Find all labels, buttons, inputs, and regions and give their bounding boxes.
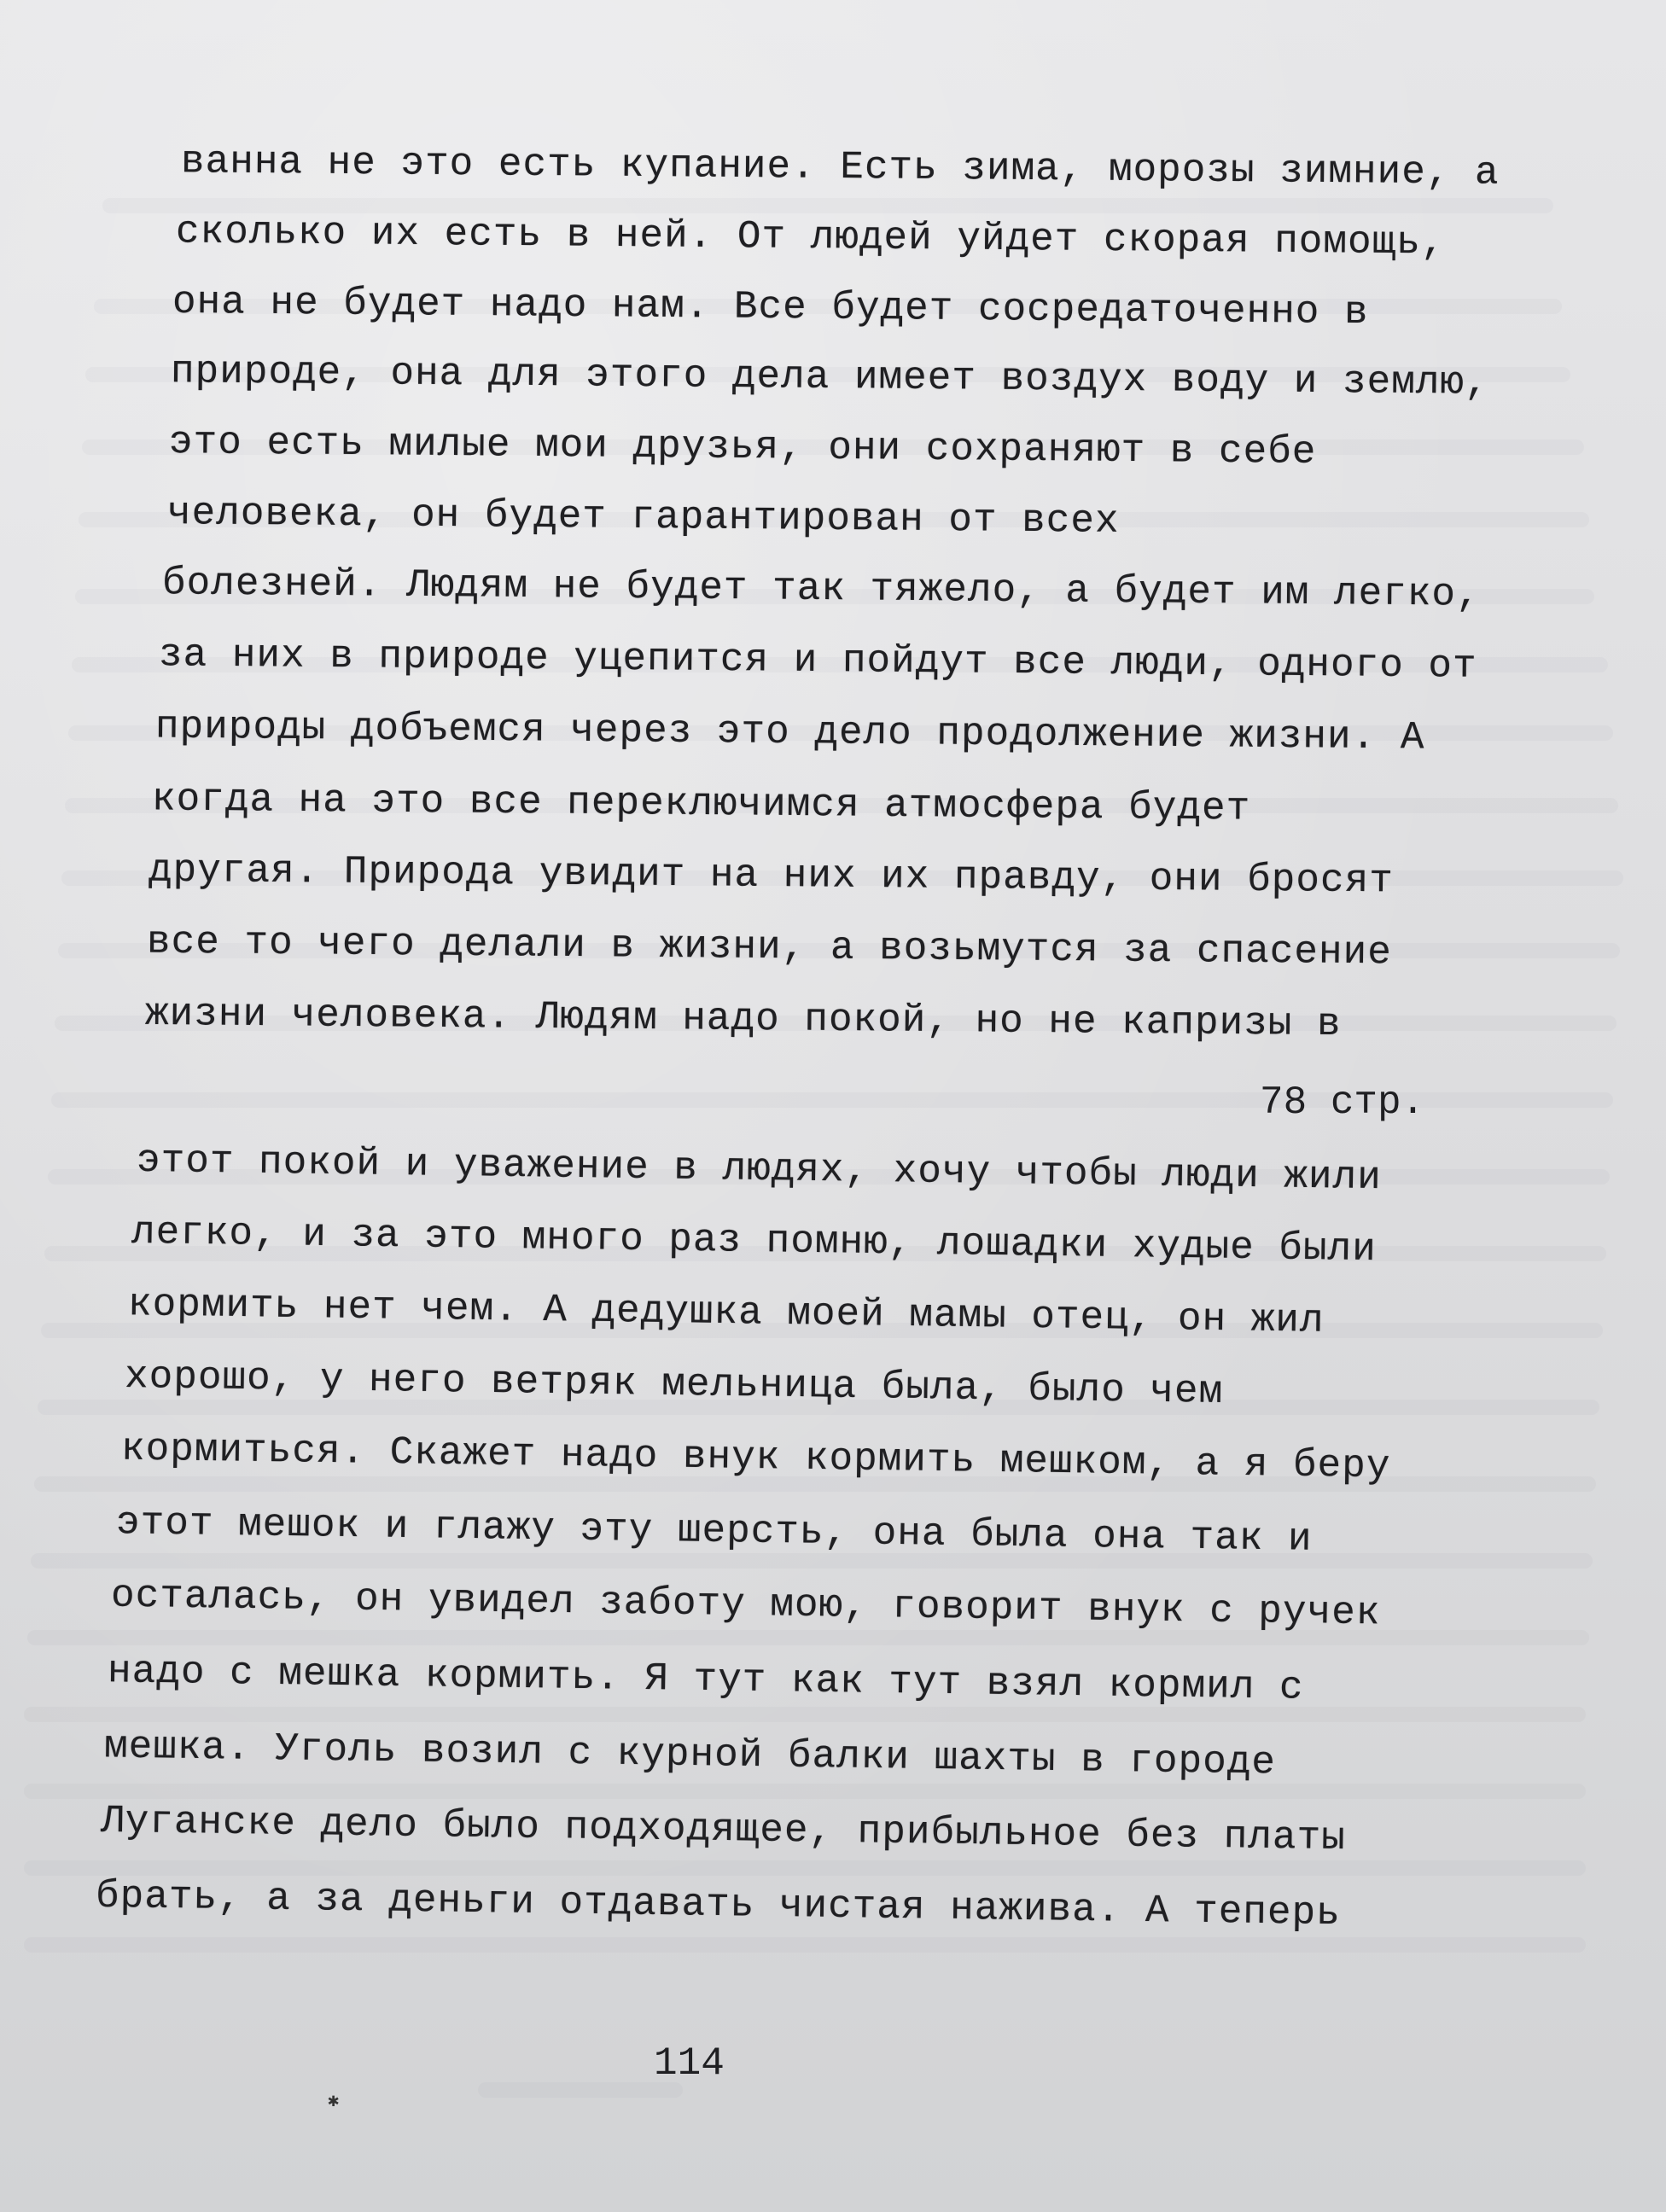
text-line: кормить нет чем. А дедушка моей мамы отец, он жил [127, 1282, 1325, 1343]
text-line: это есть милые мои друзья, они сохраняют в себе [168, 420, 1317, 474]
text-line: жизни человека. Людям надо покой, но не капризы в [144, 991, 1342, 1047]
text-line: болезней. Людям не будет так тяжело, а будет им легко, [161, 561, 1481, 617]
text-line: осталась, он увидел заботу мою, говорит внук с ручек [110, 1573, 1381, 1636]
text-line: все то чего делали в жизни, а возьмутся за спасение [146, 919, 1393, 975]
text-line: брать, а за деньги отдавать чистая нажива. А теперь [95, 1873, 1342, 1936]
text-line: другая. Природа увидит на них их правду, они бросят [148, 847, 1395, 904]
text-line: сколько их есть в ней. От людей уйдет скорая помощь, [175, 209, 1446, 265]
text-line: она не будет надо нам. Все будет сосредаточенно в [172, 279, 1369, 335]
text-line: этот мешок и глажу эту шерсть, она была она так и [115, 1500, 1313, 1562]
text-line: легко, и за это много раз помню, лошадки худые были [131, 1209, 1378, 1272]
text-line: человека, он будет гарантирован от всех [166, 491, 1120, 544]
text-line: надо с мешка кормить. Я тут как тут взял кормил с [107, 1649, 1304, 1710]
text-line: когда на это все переключимся атмосфера будет [151, 777, 1251, 831]
page-number: 114 [654, 2041, 725, 2086]
text-line: мешка. Уголь возил с курной балки шахты в городе [103, 1724, 1277, 1785]
text-line: кормиться. Скажет надо внук кормить мешком, а я беру [120, 1426, 1391, 1489]
text-line: ванна не это есть купание. Есть зима, морозы зимние, а [180, 139, 1500, 195]
text-line: этот покой и уважение в людях, хочу чтобы люди жили [136, 1138, 1383, 1201]
text-line: природе, она для этого дела имеет воздух воду и землю, [170, 349, 1489, 405]
page-marker: 78 стр. [1260, 1080, 1425, 1125]
text-line: за них в природе уцепится и пойдут все люди, одного от [158, 632, 1477, 689]
text-line: природы добъемся через это дело продолжение жизни. А [154, 704, 1425, 760]
text-line: хорошо, у него ветряк мельница была, было чем [124, 1354, 1224, 1414]
text-line: Луганске дело было подходящее, прибыльное без платы [100, 1798, 1347, 1861]
ink-speck-icon: ✱ [328, 2091, 340, 2112]
